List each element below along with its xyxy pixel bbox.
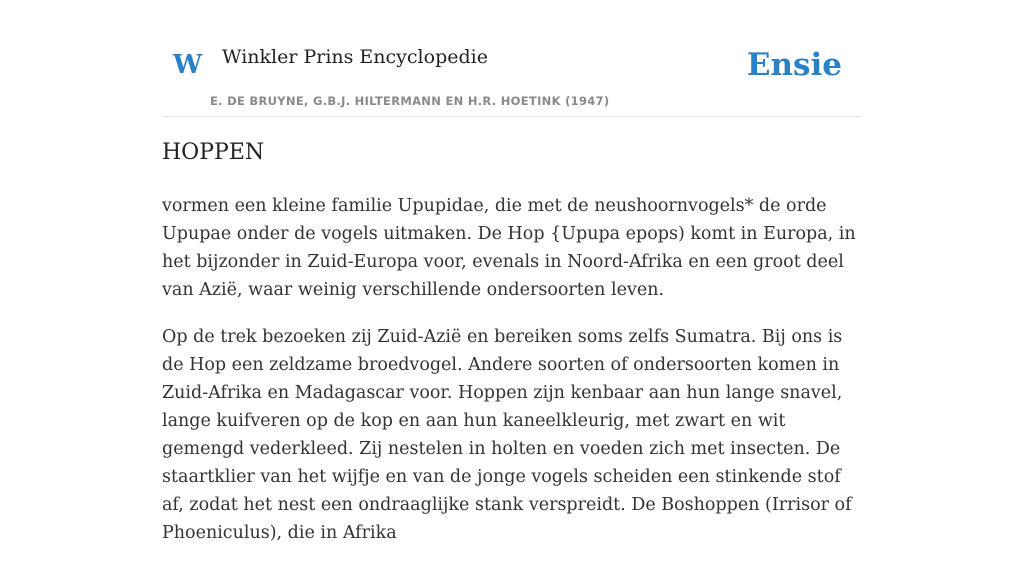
article-paragraph: Op de trek bezoeken zij Zuid-Azië en bereiken soms zelfs Sumatra. Bij ons is de Hop een zeldzame broedvogel. Andere soorten of ondersoorten komen in Zuid-Afrika en Madagascar voor. Hoppen zijn kenbaar aan hun lange snavel, lange kuifveren op de kop en aan hun kaneelkleurig, met zwart en wit gemengd vederkleed. Zij nestelen in holten en voeden zich met insecten. De staartklier van het wijfje en van de jonge vogels scheiden een stinkende stof af, zodat het nest een ondraaglijke stank verspreidt. De Boshoppen (Irrisor of Phoeniculus), die in Afrika <box>162 327 852 543</box>
ensie-brand-logo[interactable]: Ensie <box>746 47 842 83</box>
publication-authors: E. DE BRUYNE, G.B.J. HILTERMANN EN H.R. HOETINK (1947) <box>210 94 610 108</box>
site-header <box>162 0 862 117</box>
article-body <box>162 192 862 566</box>
article-title: HOPPEN <box>162 140 265 165</box>
winkler-prins-logo[interactable]: W <box>173 50 203 80</box>
publication-title: Winkler Prins Encyclopedie <box>222 46 488 68</box>
article-paragraph: vormen een kleine familie Upupidae, die met de neushoornvogels* de orde Upupae onder de vogels uitmaken. De Hop {Upupa epops) komt in Europa, in het bijzonder in Zuid-Europa voor, evenals in Noord-Afrika en een groot deel van Azië, waar weinig verschillende ondersoorten leven. <box>162 196 856 300</box>
